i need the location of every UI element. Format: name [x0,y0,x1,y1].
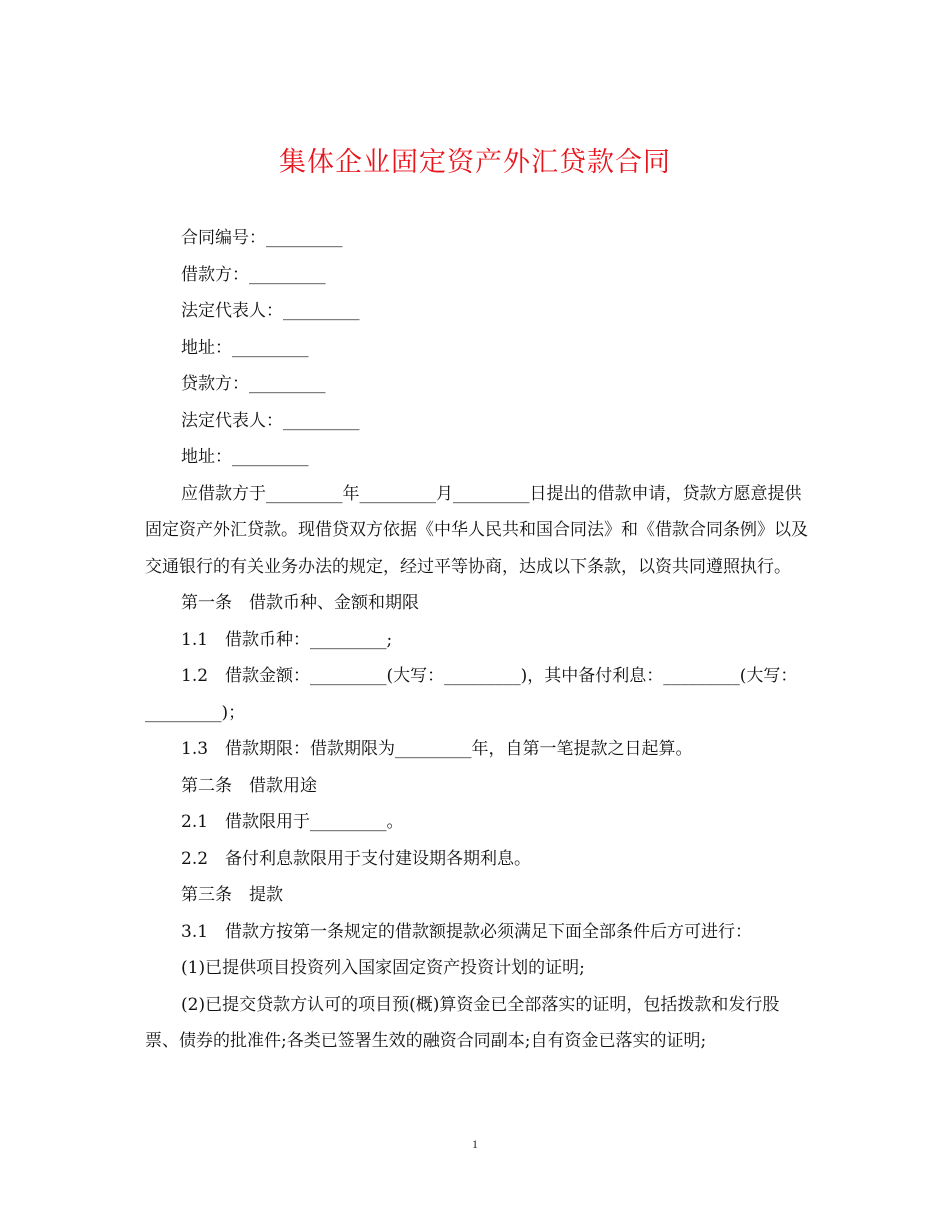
clause-3-1-item-1: (1)已提供项目投资列入国家固定资产投资计划的证明; [181,958,585,978]
lender-address-line: 地址：_________ [181,447,309,467]
clause-1-3: 1.3 借款期限：借款期限为_________年，自第一笔提款之日起算。 [181,739,693,759]
clause-1-2: 1.2 借款金额：_________(大写：_________)，其中备付利息：_________(大写：_________)； [145,666,798,723]
article-1-heading: 第一条 借款币种、金额和期限 [181,593,419,613]
clause-1-1: 1.1 借款币种：_________; [181,629,393,650]
clause-2-1: 2.1 借款限用于_________。 [181,812,404,832]
article-2-heading: 第二条 借款用途 [181,775,317,796]
clause-3-1-item-2: (2)已提交贷款方认可的项目预(概)算资金已全部落实的证明，包括拨款和发行股票、债券的批准件;各类已签署生效的融资合同副本;自有资金已落实的证明; [145,994,780,1051]
lender-legal-rep-line: 法定代表人：_________ [181,410,360,431]
borrower-address-line: 地址：_________ [181,337,309,358]
borrower-legal-rep-line: 法定代表人：_________ [181,301,360,321]
clause-3-1: 3.1 借款方按第一条规定的借款额提款必须满足下面全部条件后方可进行： [181,921,753,942]
document-body [145,220,810,1060]
page-number: 1 [472,1137,478,1151]
document-title: 集体企业固定资产外汇贷款合同 [279,147,671,178]
contract-number-line: 合同编号：_________ [181,228,343,248]
clause-2-2: 2.2 备付利息款限用于支付建设期各期利息。 [181,848,532,869]
lender-line: 贷款方：_________ [181,374,326,394]
borrower-line: 借款方：_________ [181,264,326,285]
article-3-heading: 第三条 提款 [181,885,283,905]
intro-paragraph: 应借款方于_________年_________月_________日提出的借款申请，贷款方愿意提供固定资产外汇贷款。现借贷双方依据《中华人民共和国合同法》和《借款合同条例》以及交通银行的有关业务办法的规定，经过平等协商，达成以下条款，以资共同遵照执行。 [145,483,808,577]
